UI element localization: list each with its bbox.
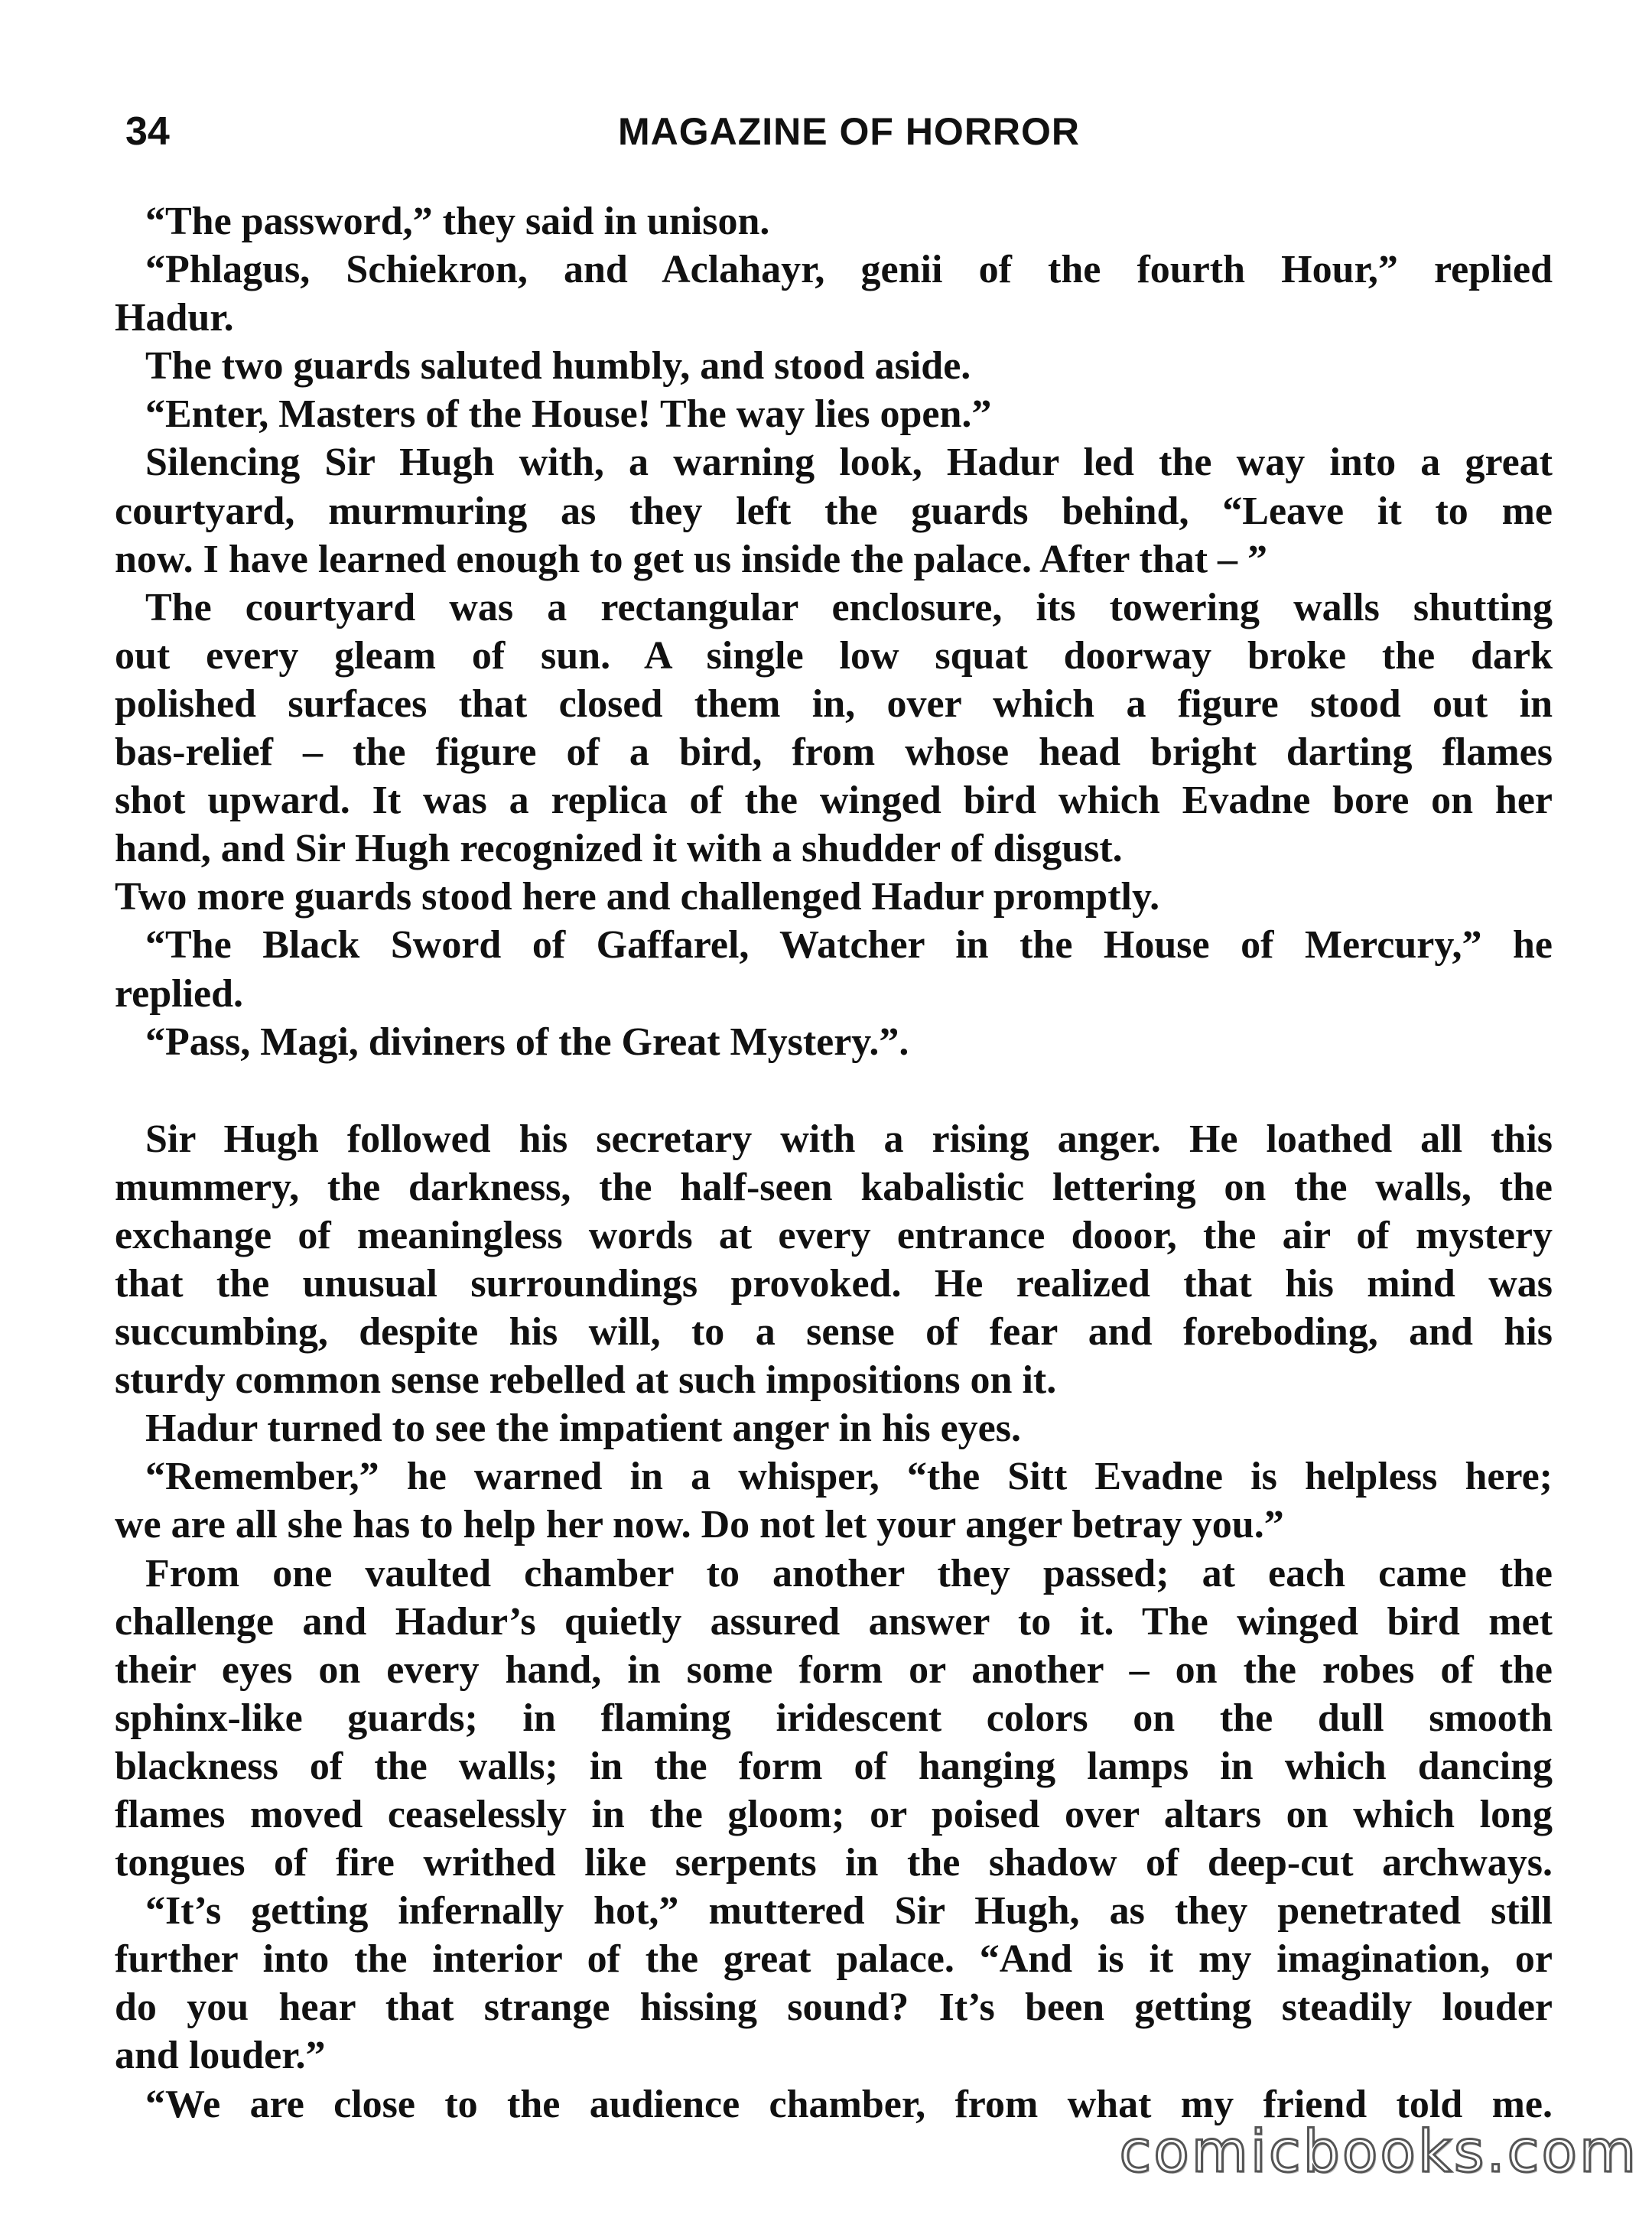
text-line: The two guards saluted humbly, and stood aside. [145, 344, 971, 389]
text-line: replied. [115, 971, 244, 1016]
text-line: Hadur. [115, 296, 234, 340]
text-line: sphinx-like guards; in flaming iridescent colors on the dull smooth [115, 1696, 1553, 1740]
text-line: hand, and Sir Hugh recognized it with a shudder of disgust. [115, 827, 1123, 871]
text-line: “Remember,” he warned in a whisper, “the Sitt Evadne is helpless here; [145, 1455, 1553, 1499]
page-header [115, 101, 1553, 162]
text-line: Two more guards stood here and challenged Hadur promptly. [115, 875, 1160, 919]
text-line: their eyes on every hand, in some form or another – on the robes of the [115, 1647, 1553, 1692]
text-line: now. I have learned enough to get us inside the palace. After that – ” [115, 537, 1268, 581]
text-line: polished surfaces that closed them in, over which a figure stood out in [115, 681, 1553, 726]
text-line: that the unusual surroundings provoked. He realized that his mind was [115, 1261, 1553, 1306]
text-line: tongues of fire writhed like serpents in the shadow of deep-cut archways. [115, 1841, 1553, 1885]
text-line: flames moved ceaselessly in the gloom; or poised over altars on which long [115, 1793, 1553, 1836]
text-line: “The password,” they said in unison. [145, 200, 770, 243]
text-line: exchange of meaningless words at every entrance dooor, the air of mystery [115, 1213, 1553, 1257]
text-line: “We are close to the audience chamber, from what my friend told me. [145, 2082, 1553, 2126]
text-line: “It’s getting infernally hot,” muttered Sir Hugh, as they penetrated still [145, 1889, 1553, 1933]
text-line: “Phlagus, Schiekron, and Aclahayr, genii of the fourth Hour,” replied [145, 248, 1553, 292]
text-line: courtyard, murmuring as they left the guards behind, “Leave it to me [115, 489, 1553, 533]
text-line: From one vaulted chamber to another they passed; at each came the [145, 1551, 1553, 1595]
text-line: sturdy common sense rebelled at such impositions on it. [115, 1358, 1057, 1403]
text-line: Hadur turned to see the impatient anger in his eyes. [145, 1407, 1021, 1451]
text-line: “The Black Sword of Gaffarel, Watcher in the House of Mercury,” he [145, 923, 1553, 968]
text-line: succumbing, despite his will, to a sense of fear and foreboding, and his [115, 1310, 1553, 1355]
text-line: shot upward. It was a replica of the winged bird which Evadne bore on her [115, 779, 1553, 823]
text-line: bas-relief – the figure of a bird, from whose head bright darting flames [115, 730, 1553, 775]
text-line: “Enter, Masters of the House! The way lies open.” [145, 392, 992, 437]
text-line: do you hear that strange hissing sound? It’s been getting steadily louder [115, 1985, 1553, 2030]
text-line: Silencing Sir Hugh with, a warning look, Hadur led the way into a great [145, 441, 1553, 485]
page-number: 34 [125, 109, 170, 154]
story-text [115, 197, 1553, 2129]
text-line: further into the interior of the great palace. “And is it my imagination, or [115, 1937, 1553, 1982]
text-line: blackness of the walls; in the form of hanging lamps in which dancing [115, 1744, 1553, 1788]
text-line: “Pass, Magi, diviners of the Great Mystery.”. [145, 1020, 909, 1064]
running-title: MAGAZINE OF HORROR [617, 110, 1081, 153]
text-line: out every gleam of sun. A single low squat doorway broke the dark [115, 633, 1553, 678]
text-line: mummery, the darkness, the half-seen kabalistic lettering on the walls, the [115, 1165, 1553, 1209]
section-break [115, 1066, 1553, 1115]
text-line: challenge and Hadur’s quietly assured answer to it. The winged bird met [115, 1599, 1553, 1644]
text-line: The courtyard was a rectangular enclosure, its towering walls shutting [145, 585, 1553, 629]
watermark-logo: comicbooks.com [1119, 2117, 1638, 2185]
text-line: we are all she has to help her now. Do not let your anger betray you.” [115, 1503, 1284, 1547]
text-line: Sir Hugh followed his secretary with a rising anger. He loathed all this [145, 1117, 1553, 1161]
text-line: and louder.” [115, 2034, 326, 2078]
